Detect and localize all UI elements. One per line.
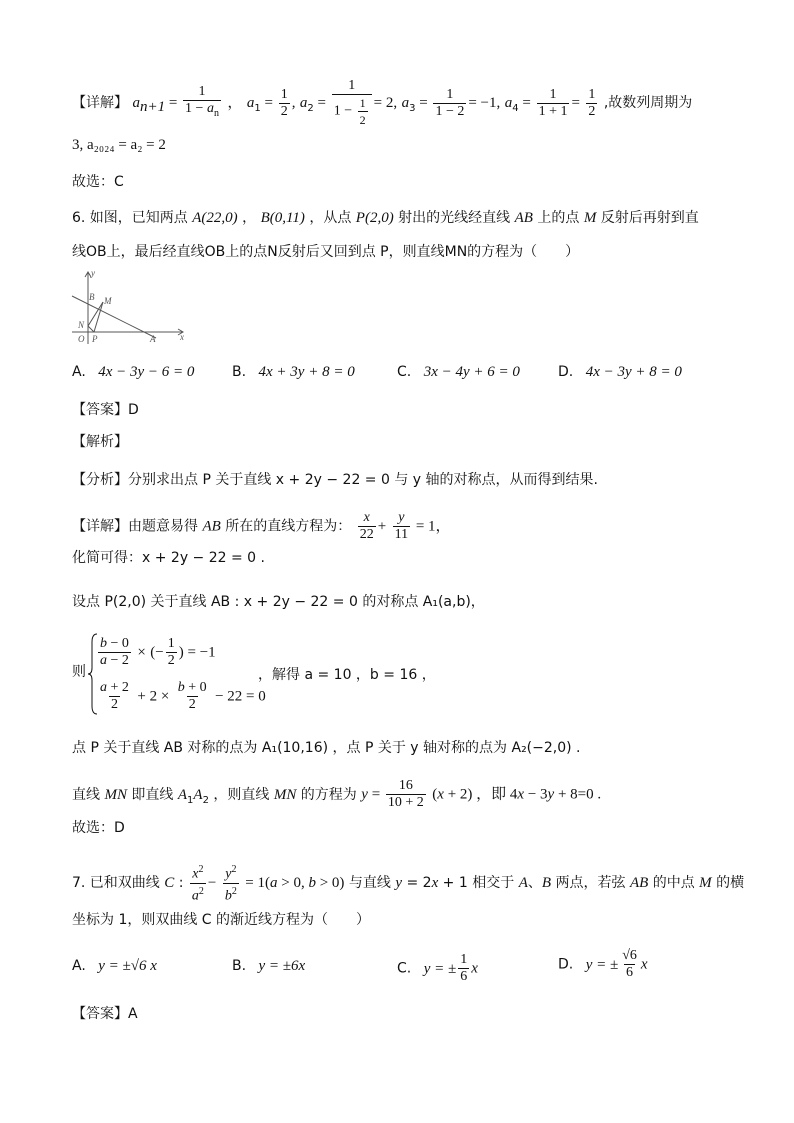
fig-label-O: O (78, 334, 85, 344)
q6-fenxi: 【分析】分别求出点 P 关于直线 x + 2y − 22 = 0 与 y 轴的对称点，从而得到结果. (72, 472, 598, 488)
detail-tail: ,故数列周期为 (603, 95, 693, 111)
q6-option-c[interactable]: C. 3x − 4y + 6 = 0 (397, 364, 520, 380)
q6-stem-line-2: 线OB上，最后经直线OB上的点N反射后又回到点 P，则直线MN的方程为（ ） (72, 244, 580, 260)
fig-label-y: y (91, 268, 95, 278)
q6-sys-result: ，解得 a = 10 ，b = 16 ， (258, 667, 436, 683)
q6-option-d[interactable]: D. 4x − 3y + 8 = 0 (558, 364, 682, 380)
fig-label-A: A (150, 334, 156, 344)
q6-detail-3: 设点 P(2,0) 关于直线 AB : x + 2y − 22 = 0 的对称点 A₁(a,b)， (72, 594, 485, 610)
q7-answer: 【答案】A (72, 1006, 138, 1022)
detail-line-2: 3, a₂₀₂₄ = a₂ = 2 (72, 137, 166, 153)
q6-sys-eq1: $\frac{b - 0}{a - 2}$ × (− $\frac{1}{2}$ ) = −1 (100, 636, 216, 668)
q6-sys-eq2: $\frac{a + 2}{2}$ + 2 × $\frac{b + 0}{2}$ − 22 = 0 (100, 680, 266, 712)
q7-option-c[interactable]: C. y = ± $\frac{1}{6}$ x (397, 952, 478, 984)
q6-detail-1: 【详解】由题意易得 AB 所在的直线方程为： $\frac{x}{22}$ + $\frac{y}{11}$ = 1， (72, 510, 451, 542)
fig-label-x: x (180, 332, 184, 342)
q6-answer: 【答案】D (72, 402, 139, 418)
q6-detail-2: 化简可得：x + 2y − 22 = 0 . (72, 550, 265, 566)
q6-detail-4: 点 P 关于直线 AB 对称的点为 A₁(10,16) ，点 P 关于 y 轴对称的点为 A₂(−2,0) . (72, 740, 581, 756)
q7-option-b[interactable]: B. y = ±6x (232, 958, 306, 974)
q7-option-d[interactable]: D. y = ± $\frac{√6}{6}$ x (558, 948, 648, 980)
q6-detail-5: 直线 MN 即直线 $A_1A_2$ ，则直线 MN 的方程为 y = $\frac{16}{10 + 2}$ (x + 2) ，即 4x − 3y + 8=0 . (72, 778, 602, 810)
fig-label-M: M (104, 296, 112, 306)
fig-label-B: B (89, 292, 95, 302)
q7-stem-line-2: 坐标为 1，则双曲线 C 的渐近线方程为（ ） (72, 912, 371, 928)
fig-label-N: N (78, 320, 85, 330)
q6-choose: 故选：D (72, 820, 125, 836)
q6-system: 则 (72, 664, 86, 680)
fig-label-P: P (92, 334, 98, 344)
detail-line-1: 【详解】 $a_{n+1}$ = $\frac{1}{1 - a_n}$ ， $a_1$ = $\frac{1}{2}$ , $a_2$ = 1 1 − $\frac{1}{2}$ = 2, $a_3$ = $\frac{1}{1 - 2}$ = −1, $a_4$ = $\frac{1}{1 + 1}$ = $\frac{1}{2}$ ,故数列周期为 (72, 78, 693, 127)
choice-line-p1: 故选：C (72, 174, 124, 190)
q6-analysis-tag: 【解析】 (72, 434, 128, 450)
q7-option-a[interactable]: A. y = ±√6 x (72, 958, 157, 974)
detail-tag: 【详解】 (72, 95, 128, 111)
q7-stem-line-1: 7. 已和双曲线 C : $\frac{x^2}{a^2}$ − $\frac{y^2}{b^2}$ = 1(a > 0, b > 0) 与直线 y = 2x + 1 相交于 A、B 两点，若弦 AB 的中点 M 的横 (72, 864, 745, 904)
q6-option-b[interactable]: B. 4x + 3y + 8 = 0 (232, 364, 355, 380)
q6-stem-line-1: 6. 如图，已知两点 A(22,0) ， B(0,11) ，从点 P(2,0) 射出的光线经直线 AB 上的点 M 反射后再射到直 (72, 210, 699, 226)
q6-option-a[interactable]: A. 4x − 3y − 6 = 0 (72, 364, 195, 380)
q6-figure (68, 268, 188, 348)
